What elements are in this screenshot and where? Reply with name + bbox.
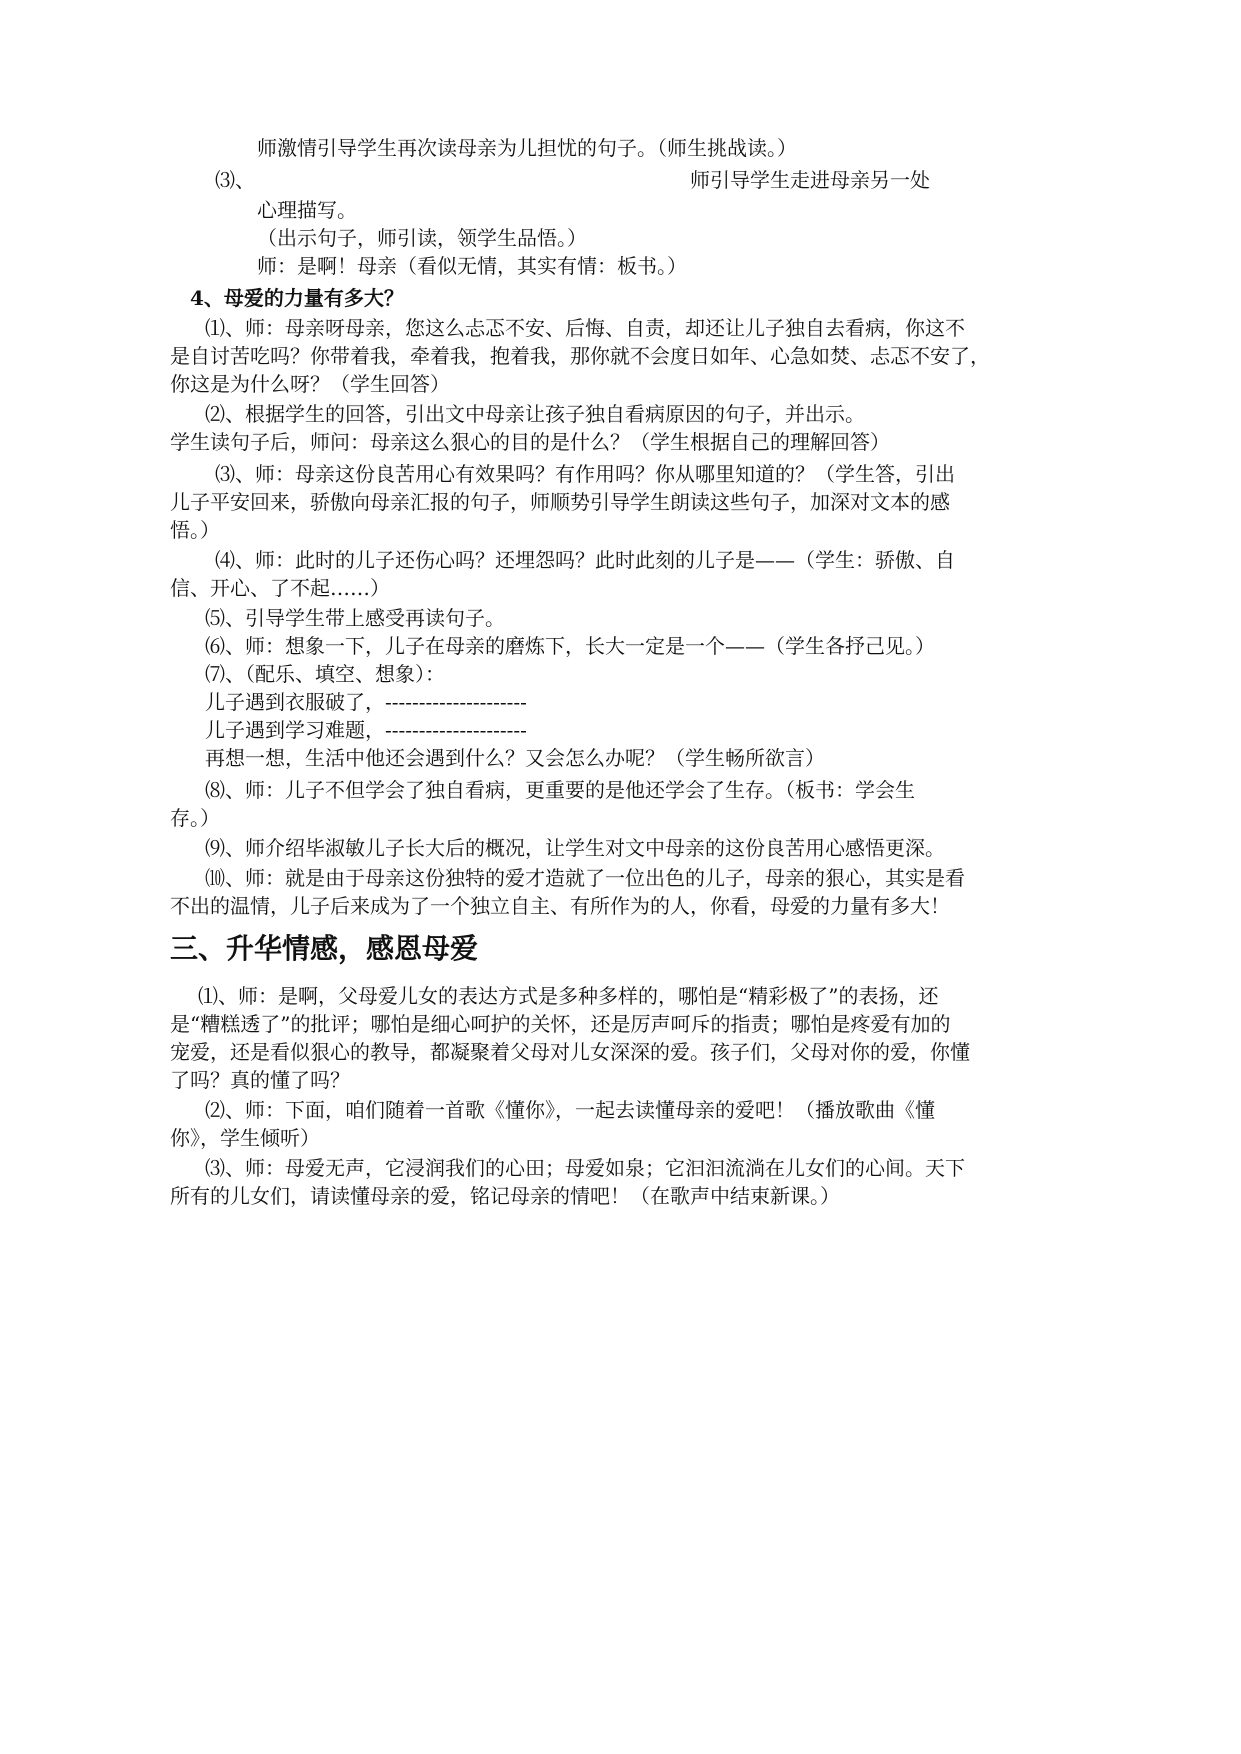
text-line: （出示句子，师引读，领学生品悟。） xyxy=(257,226,587,250)
text-line: 你这是为什么呀？（学生回答） xyxy=(170,372,450,396)
text-line: 所有的儿女们，请读懂母亲的爱，铭记母亲的情吧！（在歌声中结束新课。） xyxy=(170,1184,840,1208)
text-line: 悟。） xyxy=(170,518,220,542)
text-line: 信、开心、了不起……） xyxy=(170,576,390,600)
text-line: ⑻、师：儿子不但学会了独自看病，更重要的是他还学会了生存。（板书：学会生 xyxy=(205,778,915,802)
text-line: 存。） xyxy=(170,806,220,830)
text-line: ⑹、师：想象一下，儿子在母亲的磨炼下，长大一定是一个——（学生各抒己见。） xyxy=(205,634,935,658)
text-line: ⑴、师：是啊，父母爱儿女的表达方式是多种多样的，哪怕是“精彩极了”的表扬，还 xyxy=(198,984,939,1008)
text-line: 师引导学生走进母亲另一处 xyxy=(690,168,930,192)
text-line: 儿子遇到学习难题，--------------------- xyxy=(205,718,527,742)
text-line: ⑵、师：下面，咱们随着一首歌《懂你》，一起去读懂母亲的爱吧！（播放歌曲《懂 xyxy=(205,1098,935,1122)
list-number: ⑶、 xyxy=(215,168,255,192)
text-line: ⑶、师：母亲这份良苦用心有效果吗？有作用吗？你从哪里知道的？（学生答，引出 xyxy=(215,462,955,486)
text-line: 学生读句子后，师问：母亲这么狠心的目的是什么？（学生根据自己的理解回答） xyxy=(170,430,890,454)
section-heading: 三、升华情感，感恩母爱 xyxy=(170,932,479,965)
text-line: 你》，学生倾听） xyxy=(170,1126,320,1150)
text-line: ⑶、师：母爱无声，它浸润我们的心田；母爱如泉；它汩汩流淌在儿女们的心间。天下 xyxy=(205,1156,965,1180)
text-line: 是自讨苦吃吗？你带着我，牵着我，抱着我，那你就不会度日如年、心急如焚、忐忑不安了， xyxy=(170,344,990,368)
text-line: ⑺、（配乐、填空、想象）： xyxy=(205,662,445,686)
text-line: 师激情引导学生再次读母亲为儿担忧的句子。（师生挑战读。） xyxy=(257,136,797,160)
text-line: ⑸、引导学生带上感受再读句子。 xyxy=(205,606,505,630)
text-line: ⑵、根据学生的回答，引出文中母亲让孩子独自看病原因的句子，并出示。 xyxy=(205,402,865,426)
text-line: 儿子平安回来，骄傲向母亲汇报的句子，师顺势引导学生朗读这些句子，加深对文本的感 xyxy=(170,490,950,514)
text-line: 不出的温情，儿子后来成为了一个独立自主、有所作为的人，你看，母爱的力量有多大！ xyxy=(170,894,950,918)
text-line: 心理描写。 xyxy=(257,198,357,222)
text-line: 宠爱，还是看似狠心的教导，都凝聚着父母对儿女深深的爱。孩子们，父母对你的爱，你懂 xyxy=(170,1040,970,1064)
text-line: 师：是啊！母亲（看似无情，其实有情：板书。） xyxy=(257,254,687,278)
text-line: 再想一想，生活中他还会遇到什么？又会怎么办呢？（学生畅所欲言） xyxy=(205,746,825,770)
text-line: ⑴、师：母亲呀母亲，您这么忐忑不安、后悔、自责，却还让儿子独自去看病，你这不 xyxy=(205,316,965,340)
text-line: ⑽、师：就是由于母亲这份独特的爱才造就了一位出色的儿子，母亲的狠心，其实是看 xyxy=(205,866,965,890)
text-line: 是“糟糕透了”的批评；哪怕是细心呵护的关怀，还是厉声呵斥的指责；哪怕是疼爱有加的 xyxy=(170,1012,951,1036)
text-line: ⑷、师：此时的儿子还伤心吗？还埋怨吗？此时此刻的儿子是——（学生：骄傲、自 xyxy=(215,548,955,572)
section-subheading: 4、母爱的力量有多大？ xyxy=(190,286,404,310)
text-line: 了吗？真的懂了吗？ xyxy=(170,1068,350,1092)
text-line: 儿子遇到衣服破了，--------------------- xyxy=(205,690,527,714)
text-line: ⑼、师介绍毕淑敏儿子长大后的概况，让学生对文中母亲的这份良苦用心感悟更深。 xyxy=(205,836,945,860)
